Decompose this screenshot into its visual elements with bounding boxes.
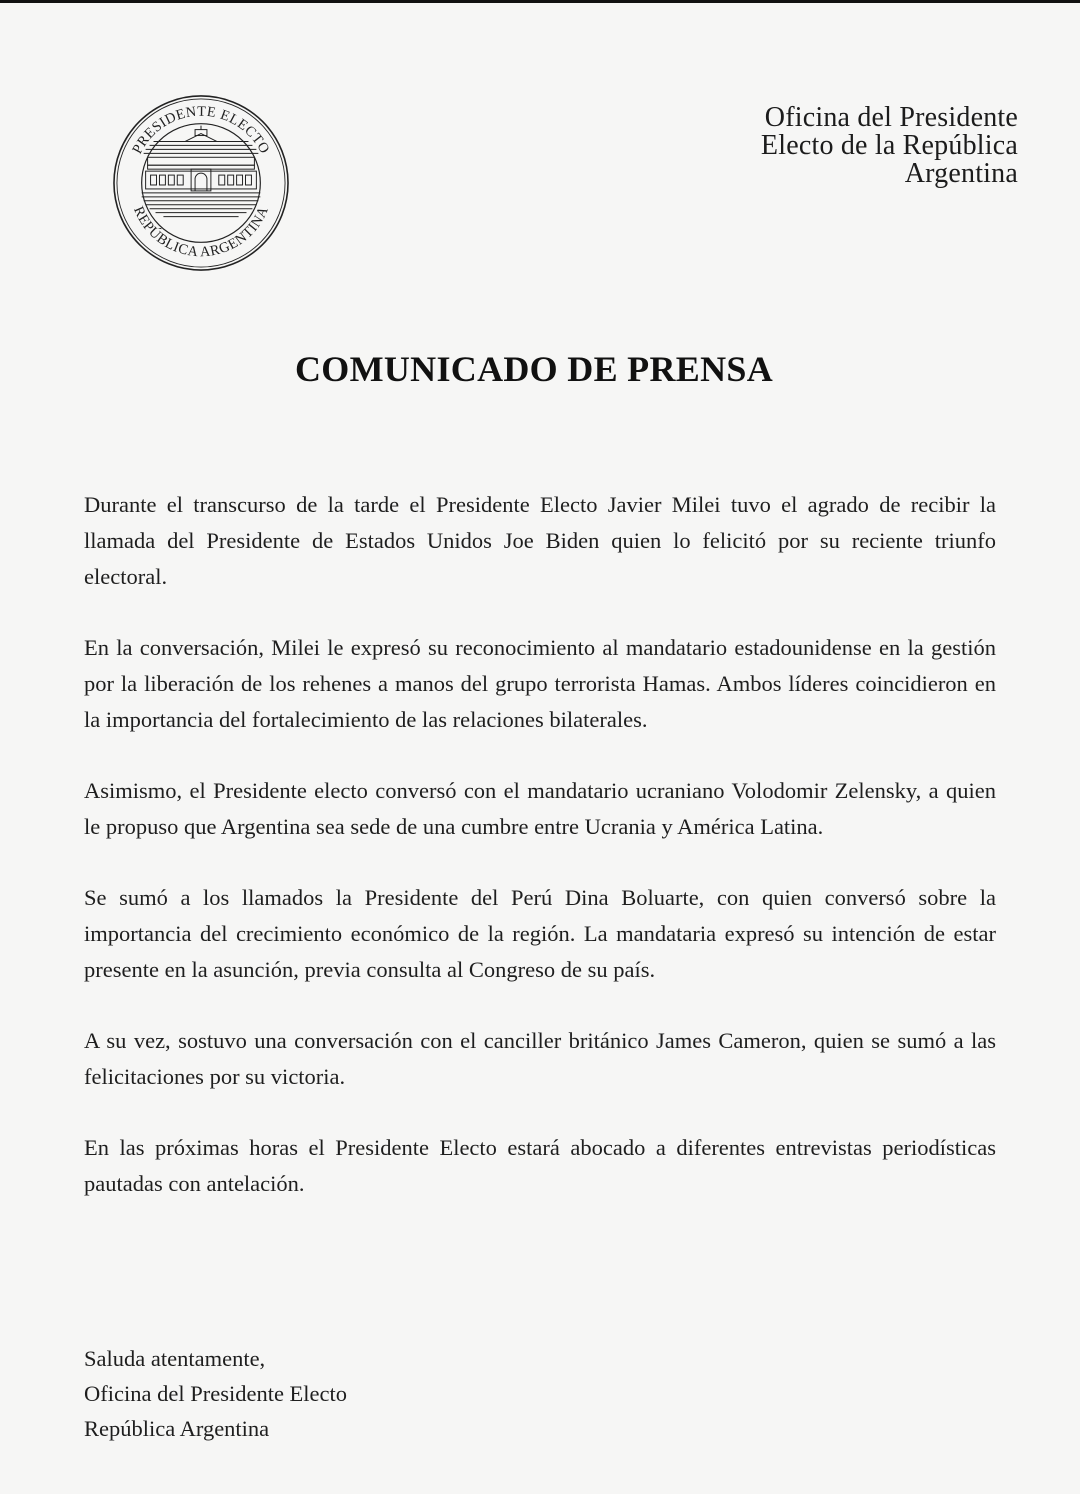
office-header [598, 104, 1018, 188]
office-header-line-3: Argentina [904, 158, 1018, 189]
seal-bottom-text: REPÚBLICA ARGENTINA [130, 204, 272, 261]
paragraph-5: A su vez, sostuvo una conversación con el canciller británico James Cameron, quien se sumó a las felicitaciones por su victoria. [84, 1028, 996, 1089]
closing-signature [84, 1341, 347, 1446]
seal-top-text: PRESIDENTE ELECTO [129, 103, 273, 157]
closing-line-3: República Argentina [84, 1416, 270, 1441]
paragraph-6: En las próximas horas el Presidente Electo estará abocado a diferentes entrevistas periodísticas pautadas con antelación. [84, 1135, 996, 1196]
closing-line-2: Oficina del Presidente Electo [84, 1381, 348, 1406]
casa-rosada-icon [142, 126, 261, 217]
paragraph-2: En la conversación, Milei le expresó su reconocimiento al mandatario estadounidense en la gestión por la liberación de los rehenes a manos del grupo terrorista Hamas. Ambos líderes coincidieron en la importancia del fortalecimiento de las relaciones bilaterales. [84, 635, 996, 732]
office-header-line-1: Oficina del Presidente [764, 102, 1018, 133]
paragraph-1: Durante el transcurso de la tarde el Presidente Electo Javier Milei tuvo el agrado de recibir la llamada del Presidente de Estados Unidos Joe Biden quien lo felicitó por su reciente triunfo electoral. [84, 492, 996, 589]
paragraph-4: Se sumó a los llamados la Presidente del Perú Dina Boluarte, con quien conversó sobre la importancia del crecimiento económico de la región. La mandataria expresó su intención de estar presente en la asunción, previa consulta al Congreso de su país. [84, 885, 996, 982]
press-release-body [84, 487, 996, 1237]
document-title: COMUNICADO DE PRENSA [294, 349, 773, 389]
presidential-seal-icon [112, 94, 290, 272]
paragraph-3: Asimismo, el Presidente electo conversó con el mandatario ucraniano Volodomir Zelensky, a quien le propuso que Argentina sea sede de una cumbre entre Ucrania y América Latina. [84, 778, 996, 839]
office-header-line-2: Electo de la República [760, 130, 1018, 161]
closing-line-1: Saluda atentamente, [84, 1346, 266, 1371]
